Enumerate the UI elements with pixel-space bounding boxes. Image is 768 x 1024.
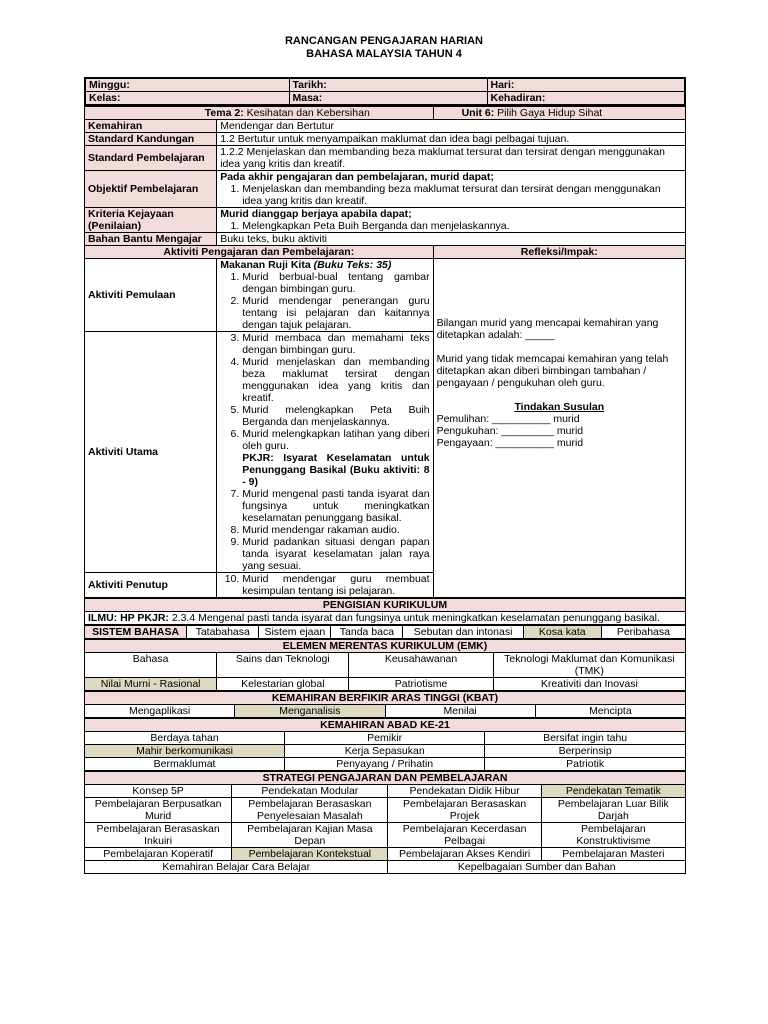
strategi-item: Pembelajaran Koperatif bbox=[85, 848, 232, 861]
bbm-label: Bahan Bantu Mengajar bbox=[85, 233, 217, 246]
sb-item: Sistem ejaan bbox=[259, 626, 331, 639]
pemulaan-label: Aktiviti Pemulaan bbox=[85, 259, 217, 332]
strategi-item-selected: Pendekatan Tematik bbox=[541, 785, 685, 798]
abad21-item: Bersifat ingin tahu bbox=[485, 732, 686, 745]
kehadiran-field: Kehadiran: bbox=[487, 92, 685, 106]
strategi-item: Konsep 5P bbox=[85, 785, 232, 798]
list-item: 4. Murid menjelaskan dan membanding beza maklumat tersirat dengan menggunakan idea yang kritis dan kreatif. bbox=[242, 356, 429, 404]
ilmu-label: ILMU: HP PKJR: bbox=[88, 612, 169, 624]
pengukuhan-line: Pengukuhan: _________ murid bbox=[436, 425, 584, 437]
kk-item: 1. Melengkapkan Peta Buih Berganda dan menjelaskannya. bbox=[242, 220, 682, 232]
bbm-value: Buku teks, buku aktiviti bbox=[217, 233, 686, 246]
aktiviti-header: Aktiviti Pengajaran dan Pembelajaran: bbox=[85, 246, 434, 259]
strategi-item: Kemahiran Belajar Cara Belajar bbox=[85, 861, 388, 874]
kbat-item: Menilai bbox=[385, 705, 535, 718]
kemahiran-value: Mendengar dan Bertutur bbox=[217, 120, 686, 133]
pemulaan-content bbox=[217, 259, 433, 332]
unit-label: Unit 6: bbox=[461, 107, 495, 119]
refleksi-header: Refleksi/Impak: bbox=[433, 246, 685, 259]
sb-item: Sebutan dan intonasi bbox=[403, 626, 523, 639]
strategi-item: Pembelajaran Berpusatkan Murid bbox=[85, 798, 232, 823]
kk-intro: Murid dianggap berjaya apabila dapat; bbox=[220, 208, 412, 220]
emk-item: Kelestarian global bbox=[217, 678, 349, 691]
kk-label: Kriteria Kejayaan (Penilaian) bbox=[85, 208, 217, 233]
strategi-item-selected: Pembelajaran Kontekstual bbox=[232, 848, 388, 861]
sb-label: SISTEM BAHASA bbox=[85, 626, 187, 639]
emk-item: Patriotisme bbox=[349, 678, 493, 691]
kbat-title: KEMAHIRAN BERFIKIR ARAS TINGGI (KBAT) bbox=[85, 692, 686, 705]
tindakan-title: Tindakan Susulan bbox=[514, 401, 605, 413]
sistem-bahasa-table bbox=[84, 625, 686, 639]
refleksi-bilangan: Bilangan murid yang mencapai kemahiran yang ditetapkan adalah: _____ bbox=[436, 317, 659, 341]
refleksi-bimbingan: Murid yang tidak memcapai kemahiran yang telah ditetapkan akan diberi bimbingan tambahan / pengayaan / pengukuhan oleh guru. bbox=[436, 353, 669, 389]
kbat-item-selected: Menganalisis bbox=[235, 705, 385, 718]
ilmu-value: 2.3.4 Mengenal pasti tanda isyarat dan fungsinya untuk meningkatkan keselamatan penunggang basikal. bbox=[171, 612, 660, 624]
emk-item: Keusahawanan bbox=[349, 653, 493, 678]
strategi-item: Pembelajaran Berasaskan Projek bbox=[388, 798, 541, 823]
strategi-item: Kepelbagaian Sumber dan Bahan bbox=[388, 861, 686, 874]
strategi-item: Pembelajaran Kajian Masa Depan bbox=[232, 823, 388, 848]
emk-item: Teknologi Maklumat dan Komunikasi (TMK) bbox=[493, 653, 685, 678]
abad21-title: KEMAHIRAN ABAD KE-21 bbox=[85, 719, 686, 732]
emk-table bbox=[84, 639, 686, 691]
ilmu-row bbox=[85, 612, 686, 625]
list-item: 10. Murid mendengar guru membuat kesimpulan tentang isi pelajaran. bbox=[242, 573, 429, 597]
abad21-item: Kerja Sepasukan bbox=[285, 745, 485, 758]
strategi-item: Pembelajaran Konstruktivisme bbox=[541, 823, 685, 848]
kbat-table bbox=[84, 691, 686, 718]
abad21-item: Berdaya tahan bbox=[85, 732, 285, 745]
obj-value bbox=[217, 171, 686, 208]
sk-label: Standard Kandungan bbox=[85, 133, 217, 146]
kemahiran-label: Kemahiran bbox=[85, 120, 217, 133]
strategi-item: Pembelajaran Kecerdasan Pelbagai bbox=[388, 823, 541, 848]
list-item: 2. Murid mendengar penerangan guru tentang isi pelajaran dan kaitannya dengan tajuk pelajaran. bbox=[242, 295, 429, 331]
sk-value: 1.2 Bertutur untuk menyampaikan maklumat dan idea bagi pelbagai tujuan. bbox=[217, 133, 686, 146]
list-item: 8. Murid mendengar rakaman audio. bbox=[242, 524, 429, 536]
sb-item-selected: Kosa kata bbox=[523, 626, 601, 639]
doc-title: RANCANGAN PENGAJARAN HARIAN bbox=[284, 35, 483, 47]
sp-label: Standard Pembelajaran bbox=[85, 146, 217, 171]
abad21-item: Bermaklumat bbox=[85, 758, 285, 771]
pemulaan-ref: (Buku Teks: 35) bbox=[313, 259, 392, 271]
abad21-item: Pemikir bbox=[285, 732, 485, 745]
main-table bbox=[84, 106, 686, 598]
header-table bbox=[84, 77, 686, 106]
kurikulum-title: PENGISIAN KURIKULUM bbox=[85, 599, 686, 612]
strategi-table bbox=[84, 771, 686, 874]
obj-intro: Pada akhir pengajaran dan pembelajaran, murid dapat; bbox=[220, 171, 494, 183]
pkjr-text: PKJR: Isyarat Keselamatan untuk Penunggang Basikal (Buku aktiviti: 8 - 9) bbox=[242, 452, 430, 488]
emk-title: ELEMEN MERENTAS KURIKULUM (EMK) bbox=[85, 640, 686, 653]
tema-cell bbox=[85, 107, 434, 120]
strategi-item: Pendekatan Didik Hibur bbox=[388, 785, 541, 798]
sp-value: 1.2.2 Menjelaskan dan membanding beza maklumat tersurat dan tersirat dengan menggunakan idea yang kritis dan kreatif. bbox=[217, 146, 686, 171]
masa-field: Masa: bbox=[289, 92, 487, 106]
tarikh-field: Tarikh: bbox=[289, 78, 487, 92]
doc-subtitle: BAHASA MALAYSIA TAHUN 4 bbox=[306, 48, 462, 60]
kelas-field: Kelas: bbox=[85, 92, 289, 106]
abad21-item: Patriotik bbox=[485, 758, 686, 771]
tema-label: Tema 2: bbox=[204, 107, 244, 119]
strategi-item: Pembelajaran Berasaskan Inkuiri bbox=[85, 823, 232, 848]
list-item: 9. Murid padankan situasi dengan papan tanda isyarat keselamatan jalan raya yang sesuai. bbox=[242, 536, 429, 572]
strategi-title: STRATEGI PENGAJARAN DAN PEMBELAJARAN bbox=[85, 772, 686, 785]
abad21-item: Berperinsip bbox=[485, 745, 686, 758]
strategi-item: Pembelajaran Akses Kendiri bbox=[388, 848, 541, 861]
obj-label: Objektif Pembelajaran bbox=[85, 171, 217, 208]
pengayaan-line: Pengayaan: __________ murid bbox=[436, 437, 584, 449]
refleksi-content bbox=[433, 259, 685, 598]
sb-item: Peribahasa bbox=[601, 626, 685, 639]
abad21-table bbox=[84, 718, 686, 771]
obj-item: 1. Menjelaskan dan membanding beza maklumat tersurat dan tersirat dengan menggunakan idea yang kritis dan kreatif. bbox=[242, 183, 682, 207]
rph-form bbox=[84, 77, 686, 874]
minggu-field: Minggu: bbox=[85, 78, 289, 92]
hari-field: Hari: bbox=[487, 78, 685, 92]
tema-value: Kesihatan dan Kebersihan bbox=[246, 107, 370, 119]
list-item: 5. Murid melengkapkan Peta Buih Berganda dan menjelaskannya. bbox=[242, 404, 429, 428]
list-item: 6. Murid melengkapkan latihan yang diberi oleh guru. bbox=[242, 428, 429, 452]
strategi-item: Pendekatan Modular bbox=[232, 785, 388, 798]
emk-item: Sains dan Teknologi bbox=[217, 653, 349, 678]
strategi-item: Pembelajaran Berasaskan Penyelesaian Masalah bbox=[232, 798, 388, 823]
kbat-item: Mencipta bbox=[535, 705, 685, 718]
penutup-label: Aktiviti Penutup bbox=[85, 573, 217, 598]
list-item: 3. Murid membaca dan memahami teks dengan bimbingan guru. bbox=[242, 332, 429, 356]
strategi-item: Pembelajaran Luar Bilik Darjah bbox=[541, 798, 685, 823]
list-item: 7. Murid mengenal pasti tanda isyarat dan fungsinya untuk meningkatkan keselamatan penunggang basikal. bbox=[242, 488, 429, 524]
kk-value bbox=[217, 208, 686, 233]
pemulaan-title: Makanan Ruji Kita bbox=[220, 259, 311, 271]
sb-item: Tatabahasa bbox=[187, 626, 259, 639]
kbat-item: Mengaplikasi bbox=[85, 705, 235, 718]
penutup-content bbox=[217, 573, 433, 598]
abad21-item: Penyayang / Prihatin bbox=[285, 758, 485, 771]
sb-item: Tanda baca bbox=[331, 626, 403, 639]
strategi-item: Pembelajaran Masteri bbox=[541, 848, 685, 861]
list-item: 1. Murid berbual-bual tentang gambar dengan bimbingan guru. bbox=[242, 271, 429, 295]
pemulihan-line: Pemulihan: __________ murid bbox=[436, 413, 580, 425]
utama-content bbox=[217, 332, 433, 573]
unit-cell bbox=[433, 107, 685, 120]
emk-item-selected: Nilai Murni - Rasional bbox=[85, 678, 217, 691]
emk-item: Kreativiti dan Inovasi bbox=[493, 678, 685, 691]
kurikulum-table bbox=[84, 598, 686, 625]
unit-value: Pilih Gaya Hidup Sihat bbox=[497, 107, 603, 119]
emk-item: Bahasa bbox=[85, 653, 217, 678]
utama-label: Aktiviti Utama bbox=[85, 332, 217, 573]
abad21-item-selected: Mahir berkomunikasi bbox=[85, 745, 285, 758]
